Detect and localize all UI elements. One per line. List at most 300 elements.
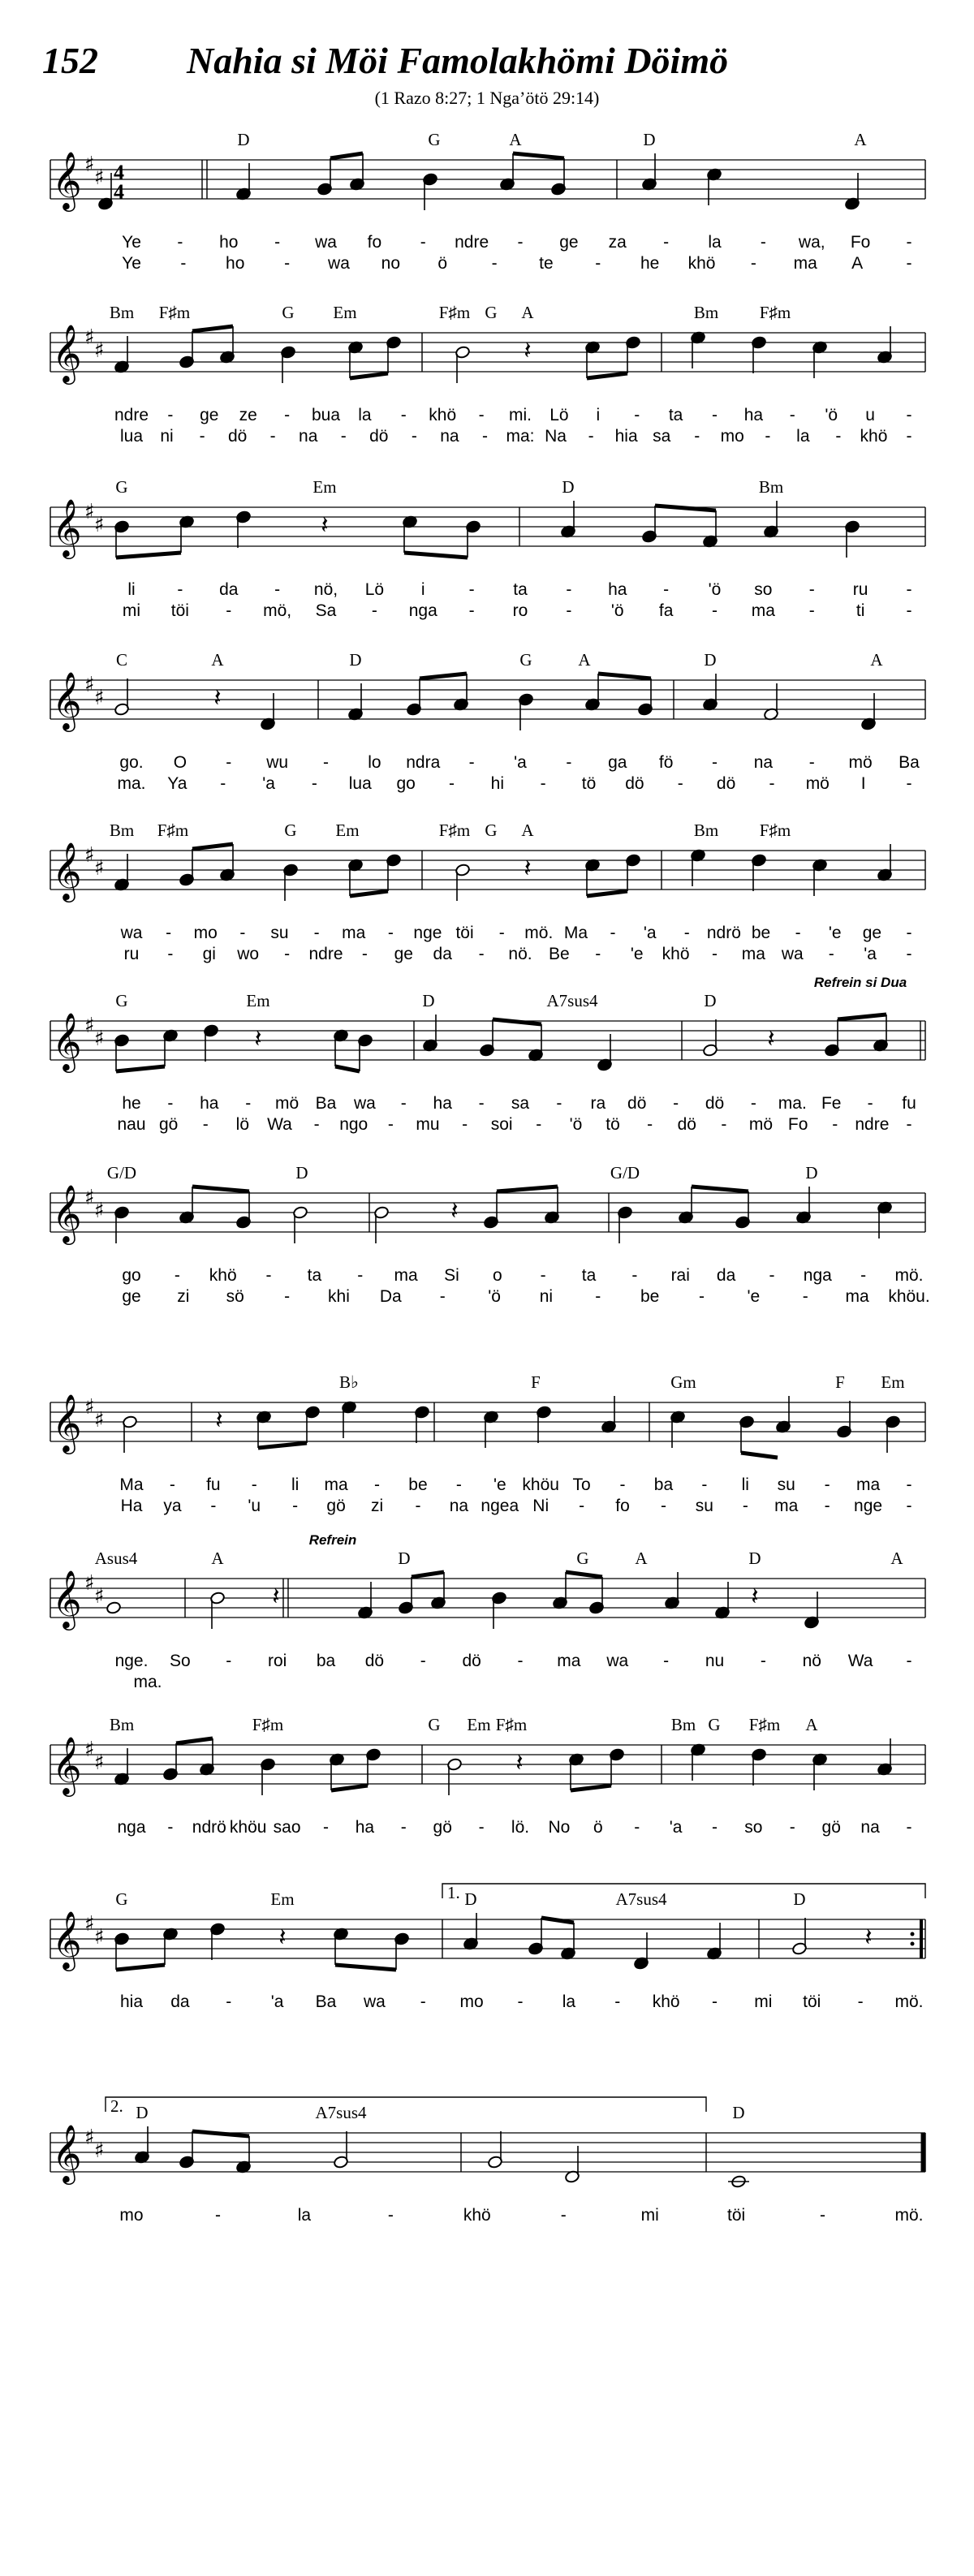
lyric-verse-2: -: [468, 601, 475, 620]
lyric-verse-2: he: [640, 254, 660, 273]
lyric-verse-1: -: [712, 406, 718, 424]
lyric-verse-2: -: [220, 774, 226, 793]
lyric-verse-2: -: [226, 601, 232, 620]
lyric-verse-1: 'e: [493, 1475, 506, 1494]
lyric-verse-2: ni: [160, 427, 174, 446]
lyric-verse-2: Ha: [120, 1497, 143, 1515]
lyric-verse-1: nge.: [114, 1652, 149, 1670]
sharp-icon: ♯: [94, 1408, 105, 1432]
lyric-verse-1: -: [610, 924, 616, 942]
lyric-verse-2: -: [765, 427, 771, 446]
lyric-verse-2: ndre: [308, 945, 343, 963]
chord-symbol: A: [521, 821, 534, 840]
treble-clef-icon: 𝄞: [52, 1183, 82, 1243]
lyric-verse-2: ma: [751, 601, 775, 620]
lyric-verse-1: ha: [433, 1094, 452, 1113]
lyric-verse-2: ma: [774, 1497, 799, 1515]
lyric-verse-2: -: [292, 1497, 299, 1515]
lyric-verse-2: lö: [235, 1115, 250, 1134]
lyric-verse-1: -: [906, 580, 912, 599]
chord-symbol: F♯m: [759, 821, 791, 840]
lyric-verse-1: ha: [355, 1818, 375, 1837]
chord-symbol: C: [115, 650, 128, 670]
lyric-verse-1: -: [251, 1475, 257, 1494]
lyric-verse-2: khi: [328, 1287, 350, 1306]
scripture-reference: (1 Razo 8:27; 1 Nga’ötö 29:14): [374, 88, 600, 108]
lyric-verse-1: ma: [324, 1475, 348, 1494]
chord-symbol: D: [136, 2103, 149, 2122]
lyric-verse-1: ndrö: [706, 924, 741, 942]
treble-clef-icon: 𝄞: [52, 498, 82, 557]
lyric-verse-2: zi: [177, 1287, 190, 1306]
chord-symbol: A: [890, 1549, 903, 1568]
lyric-verse-2: 'e: [747, 1287, 761, 1306]
chord-symbol: A: [854, 130, 867, 149]
note-beam: [330, 153, 363, 158]
note-beam: [192, 326, 233, 331]
note-beam: [350, 373, 388, 378]
lyric-verse-1: -: [284, 406, 291, 424]
lyric-verse-2: khö: [687, 254, 716, 273]
chord-symbol: D: [704, 991, 717, 1010]
lyric-verse-1: da: [219, 580, 239, 599]
lyric-verse-1: -: [906, 1475, 912, 1494]
repeat-dot: [911, 1942, 915, 1946]
lyric-verse-1: ma.: [778, 1094, 807, 1113]
lyric-verse-2: mö,: [263, 601, 292, 620]
lyric-verse-1: -: [323, 1818, 329, 1837]
chord-symbol: D: [398, 1549, 411, 1568]
sharp-icon: ♯: [84, 843, 95, 868]
lyric-verse-1: ru: [852, 580, 868, 599]
lyric-verse-1: dö: [705, 1094, 725, 1113]
rest-icon: 𝄽: [450, 1197, 459, 1226]
lyric-verse-1: -: [387, 924, 394, 942]
lyric-verse-1: su: [270, 924, 289, 942]
lyric-verse-2: lua: [119, 427, 144, 446]
lyric-verse-1: khö: [463, 2206, 491, 2225]
lyric-verse-2: Ya: [167, 774, 187, 793]
lyric-verse-2: no: [381, 254, 401, 273]
chord-symbol: D: [422, 991, 435, 1010]
lyric-verse-2: lua: [348, 774, 372, 793]
lyric-verse-1: la: [297, 2206, 312, 2225]
note-beam: [350, 891, 388, 896]
lyric-verse-2: wo: [237, 945, 260, 963]
lyric-verse-1: su: [777, 1475, 795, 1494]
lyric-verse-2: 'ö: [488, 1287, 501, 1306]
lyric-verse-1: dö: [364, 1652, 385, 1670]
lyric-verse-1: wa: [606, 1652, 629, 1670]
chord-symbol: D: [732, 2103, 745, 2122]
lyric-verse-2: -: [677, 774, 683, 793]
lyric-verse-2: ma.: [117, 774, 146, 793]
lyric-verse-1: -: [906, 406, 912, 424]
lyric-verse-1: 'a: [643, 924, 657, 942]
lyric-verse-1: mo: [193, 924, 218, 942]
lyric-verse-2: -: [284, 945, 291, 963]
lyric-verse-2: -: [536, 1115, 542, 1134]
lyric-verse-2: hia: [614, 427, 638, 446]
chord-symbol: F: [531, 1372, 541, 1392]
lyric-verse-1: 'ö: [708, 580, 722, 599]
chord-symbol: G: [428, 1715, 441, 1734]
lyric-verse-1: o: [492, 1266, 502, 1285]
lyric-verse-2: dö: [677, 1115, 696, 1134]
lyric-verse-1: ma: [855, 1475, 881, 1494]
chord-symbol: D: [805, 1163, 818, 1182]
chord-symbol: F♯m: [748, 1715, 781, 1734]
chord-symbol: A: [211, 650, 224, 670]
lyric-verse-2: -: [906, 1115, 912, 1134]
lyric-verse-2: -: [478, 945, 485, 963]
chord-symbol: G: [519, 650, 532, 670]
lyric-verse-1: ze: [239, 406, 257, 424]
lyric-verse-1: khöu: [522, 1475, 559, 1494]
chord-symbol: G: [115, 1889, 128, 1909]
lyric-verse-2: -: [284, 1287, 291, 1306]
lyric-verse-2: -: [699, 1287, 705, 1306]
lyric-verse-2: -: [566, 601, 572, 620]
lyric-verse-1: töi: [455, 924, 474, 942]
lyric-verse-1: ndra: [406, 753, 441, 772]
lyric-verse-2: fa: [658, 601, 674, 620]
lyric-verse-2: -: [595, 254, 601, 273]
sharp-icon: ♯: [84, 325, 95, 350]
lyric-verse-2: -: [647, 1115, 653, 1134]
lyric-verse-2: -: [750, 254, 756, 273]
hymn-number: 152: [42, 40, 98, 81]
lyric-verse-1: mö.: [524, 924, 554, 942]
lyric-verse-1: Ye: [122, 233, 141, 252]
note-beam: [566, 1572, 602, 1577]
lyric-verse-1: -: [663, 1652, 670, 1670]
chord-symbol: Bm: [758, 477, 784, 497]
chord-symbol: A7sus4: [615, 1889, 667, 1909]
lyric-verse-1: lo: [368, 753, 381, 772]
lyric-verse-1: -: [274, 233, 281, 252]
volta-bracket: [442, 1884, 925, 1898]
lyric-verse-2: go: [396, 774, 416, 793]
lyric-verse-2: -: [595, 945, 601, 963]
lyric-verse-1: -: [789, 1818, 795, 1837]
chord-symbol: G: [115, 991, 128, 1010]
lyric-verse-2: tö: [581, 774, 597, 793]
lyric-verse-1: 'e: [828, 924, 842, 942]
lyric-verse-2: Fo: [787, 1115, 808, 1134]
lyric-verse-1: -: [420, 1992, 426, 2011]
lyric-verse-1: wa: [120, 924, 143, 942]
lyric-verse-1: -: [400, 406, 407, 424]
chord-symbol: B♭: [339, 1372, 359, 1392]
lyric-verse-1: be: [751, 924, 771, 942]
lyric-verse-1: -: [166, 924, 172, 942]
lyric-verse-1: mö: [848, 753, 873, 772]
lyric-verse-1: -: [789, 406, 795, 424]
treble-clef-icon: 𝄞: [52, 1393, 82, 1452]
lyric-verse-2: -: [540, 774, 546, 793]
lyric-verse-1: mö.: [894, 2206, 924, 2225]
lyric-verse-2: töi: [170, 601, 189, 620]
lyric-verse-2: ma: [741, 945, 765, 963]
lyric-verse-1: -: [712, 1992, 718, 2011]
lyric-verse-1: wa: [315, 233, 337, 252]
chord-symbol: D: [643, 130, 656, 149]
lyric-verse-2: Ni: [532, 1497, 549, 1515]
chord-symbol: Em: [312, 477, 337, 497]
lyric-verse-1: -: [824, 1475, 830, 1494]
note-beam: [176, 1738, 213, 1743]
lyric-verse-2: -: [595, 1287, 601, 1306]
lyric-verse-1: -: [468, 753, 475, 772]
lyric-verse-2: -: [491, 254, 498, 273]
chord-symbol: Em: [335, 821, 360, 840]
chord-symbol: G/D: [610, 1163, 640, 1182]
lyric-verse-1: na: [753, 753, 774, 772]
lyric-verse-2: tö: [606, 1115, 620, 1134]
chord-symbol: D: [748, 1549, 761, 1568]
lyric-verse-2: -: [210, 1497, 217, 1515]
lyric-verse-1: 'a: [514, 753, 527, 772]
lyric-verse-1: ta: [581, 1266, 597, 1285]
staff-system-4: [50, 680, 925, 719]
lyric-verse-2: -: [284, 254, 291, 273]
lyric-verse-1: he: [122, 1094, 141, 1113]
lyric-verse-2: -: [906, 427, 912, 446]
lyric-verse-1: -: [540, 1266, 546, 1285]
lyric-verse-1: -: [701, 1475, 708, 1494]
note-beam: [513, 153, 564, 158]
lyric-verse-2: soi: [490, 1115, 513, 1134]
treble-clef-icon: 𝄞: [52, 1735, 82, 1794]
lyric-verse-1: -: [906, 1818, 912, 1837]
chord-symbol: D: [562, 477, 575, 497]
treble-clef-icon: 𝄞: [52, 670, 82, 730]
lyric-verse-1: Lö: [364, 580, 385, 599]
chord-symbol: A: [635, 1549, 648, 1568]
sharp-icon: ♯: [94, 338, 105, 363]
lyric-verse-1: ta: [307, 1266, 322, 1285]
rest-icon: 𝄽: [751, 1583, 759, 1611]
treble-clef-icon: 𝄞: [52, 1569, 82, 1628]
sharp-icon: ♯: [94, 1584, 105, 1609]
lyric-verse-1: Si: [444, 1266, 459, 1285]
lyric-verse-2: mö: [805, 774, 830, 793]
lyric-verse-2: khöu.: [888, 1287, 930, 1306]
rest-icon: 𝄽: [254, 1025, 262, 1053]
lyric-verse-1: -: [498, 924, 505, 942]
lyric-verse-2: ngo: [339, 1115, 368, 1134]
lyric-verse-2: -: [808, 601, 815, 620]
treble-clef-icon: 𝄞: [52, 150, 82, 209]
lyric-verse-2: dö: [369, 427, 389, 446]
lyric-verse-1: khö: [209, 1266, 237, 1285]
lyric-verse-1: mi.: [509, 406, 532, 424]
chord-symbol: Em: [270, 1889, 295, 1909]
rest-icon: 𝄽: [278, 1923, 287, 1952]
note-beam: [838, 1014, 886, 1019]
lyric-verse-2: Be: [549, 945, 570, 963]
chord-symbol: A7sus4: [546, 991, 598, 1010]
lyric-verse-2: -: [588, 427, 594, 446]
lyric-verse-1: Ba: [315, 1094, 337, 1113]
lyric-verse-1: -: [906, 233, 912, 252]
lyric-verse-1: -: [420, 233, 426, 252]
lyric-verse-2: -: [448, 774, 455, 793]
lyric-verse-1: ma: [557, 1652, 581, 1670]
lyric-verse-2: -: [579, 1497, 585, 1515]
lyric-verse-1: li: [291, 1475, 300, 1494]
lyric-verse-1: -: [239, 924, 246, 942]
chord-symbol: A: [211, 1549, 224, 1568]
chord-symbol: Gm: [670, 1372, 696, 1392]
lyric-verse-1: O: [173, 753, 187, 772]
lyric-verse-2: Na: [545, 427, 567, 446]
lyric-verse-1: nu: [705, 1652, 725, 1670]
note-beam: [493, 1019, 541, 1024]
lyric-verse-2: -: [481, 427, 488, 446]
lyric-verse-1: -: [387, 2206, 394, 2225]
lyric-verse-2: mo: [720, 427, 744, 446]
lyric-verse-2: -: [769, 774, 775, 793]
lyric-verse-1: ma: [394, 1266, 418, 1285]
sharp-icon: ♯: [84, 153, 95, 177]
lyric-verse-1: wa,: [798, 233, 825, 252]
lyric-verse-2: fo: [615, 1497, 630, 1515]
lyric-verse-1: -: [566, 753, 572, 772]
lyric-verse-1: -: [712, 1818, 718, 1837]
lyric-verse-1: bua: [311, 406, 341, 424]
lyric-verse-2: ge: [394, 945, 413, 963]
lyric-verse-2: -: [660, 1497, 666, 1515]
lyric-verse-2: 'a: [864, 945, 877, 963]
lyric-verse-1: la: [358, 406, 372, 424]
lyric-verse-1: i: [596, 406, 601, 424]
lyric-verse-1: -: [556, 1094, 562, 1113]
lyric-verse-2: -: [802, 1287, 808, 1306]
lyric-verse-1: khö: [429, 406, 457, 424]
lyric-verse-1: -: [374, 1475, 381, 1494]
chord-symbol: F♯m: [438, 821, 471, 840]
lyric-verse-2: ya: [163, 1497, 182, 1515]
lyric-verse-1: -: [683, 924, 690, 942]
lyric-verse-1: u: [865, 406, 875, 424]
lyric-verse-1: fö: [658, 753, 674, 772]
lyric-verse-1: -: [245, 1094, 252, 1113]
lyric-verse-1: ha: [743, 406, 764, 424]
lyric-verse-1: -: [614, 1992, 621, 2011]
lyric-verse-2: nau: [117, 1115, 146, 1134]
lyric-verse-1: -: [795, 924, 801, 942]
note-beam: [420, 674, 467, 678]
lyric-verse-1: go: [122, 1266, 141, 1285]
chord-symbol: A: [578, 650, 591, 670]
chord-symbol: A: [521, 303, 534, 322]
chord-symbol: Asus4: [94, 1549, 138, 1568]
note-beam: [116, 553, 181, 558]
lyric-verse-1: Ba: [315, 1992, 337, 2011]
section-marker: Refrein: [308, 1532, 357, 1548]
chord-symbol: Bm: [109, 821, 135, 840]
note-beam: [258, 1443, 307, 1448]
chord-symbol: F♯m: [157, 821, 189, 840]
lyric-verse-2: khö: [662, 945, 690, 963]
lyric-verse-1: -: [906, 1652, 912, 1670]
lyric-verse-1: ö: [593, 1818, 603, 1837]
note-beam: [192, 2131, 249, 2136]
lyric-verse-2: -: [415, 1497, 421, 1515]
rest-icon: 𝄽: [515, 1749, 524, 1777]
lyric-verse-2: ma: [845, 1287, 869, 1306]
lyric-verse-1: -: [313, 924, 320, 942]
lyric-verse-2: la: [796, 427, 810, 446]
lyric-verse-1: -: [478, 1094, 485, 1113]
chord-symbol: Bm: [109, 1715, 135, 1734]
lyric-verse-2: mu: [416, 1115, 440, 1134]
lyric-verse-2: -: [361, 945, 368, 963]
lyric-verse-1: -: [177, 233, 183, 252]
lyric-verse-1: -: [517, 1992, 524, 2011]
lyric-verse-1: Ba: [899, 753, 920, 772]
sharp-icon: ♯: [94, 1925, 105, 1949]
lyric-verse-1: -: [420, 1652, 426, 1670]
sharp-icon: ♯: [94, 2139, 105, 2163]
note-head: [106, 1601, 121, 1615]
note-beam: [192, 1187, 249, 1191]
lyric-verse-2: zi: [370, 1497, 384, 1515]
lyric-verse-2: ru: [123, 945, 140, 963]
chord-symbol: G: [576, 1549, 589, 1568]
chord-symbol: A7sus4: [315, 2103, 367, 2122]
chord-symbol: G: [708, 1715, 721, 1734]
sharp-icon: ♯: [84, 500, 95, 524]
sharp-icon: ♯: [84, 673, 95, 697]
chord-symbol: Em: [246, 991, 270, 1010]
note-beam: [335, 1066, 360, 1071]
lyric-verse-2: 'u: [248, 1497, 261, 1515]
lyric-verse-2: -: [742, 1497, 748, 1515]
lyric-verse-1: sao: [273, 1818, 301, 1837]
lyric-verse-2: nge: [854, 1497, 883, 1515]
note-beam: [741, 1453, 778, 1458]
lyric-verse-1: mo: [459, 1992, 484, 2011]
lyric-verse-1: -: [400, 1094, 407, 1113]
treble-clef-icon: 𝄞: [52, 1910, 82, 1969]
sharp-icon: ♯: [94, 856, 105, 881]
chord-symbol: Em: [467, 1715, 491, 1734]
lyric-verse-2: Ye: [122, 254, 141, 273]
lyric-verse-1: -: [808, 753, 815, 772]
chord-symbol: G: [284, 821, 297, 840]
lyric-verse-1: mo: [119, 2206, 144, 2225]
sharp-icon: ♯: [94, 166, 105, 190]
lyric-verse-1: -: [167, 1818, 174, 1837]
lyric-verse-1: lö.: [511, 1818, 530, 1837]
lyric-verse-2: mö: [748, 1115, 774, 1134]
lyric-verse-1: -: [323, 753, 329, 772]
note-beam: [412, 1572, 444, 1577]
lyric-verse-2: -: [180, 254, 187, 273]
lyric-verse-2: -: [269, 427, 276, 446]
lyric-verse-1: -: [663, 580, 670, 599]
chord-symbol: D: [349, 650, 362, 670]
lyric-verse-1: töi: [727, 2206, 746, 2225]
note-beam: [335, 1965, 396, 1970]
lyric-verse-1: hia: [119, 1992, 144, 2011]
lyric-verse-2: 'ö: [569, 1115, 583, 1134]
lyric-verse-1: -: [760, 1652, 766, 1670]
lyric-verse-2: -: [906, 945, 912, 963]
